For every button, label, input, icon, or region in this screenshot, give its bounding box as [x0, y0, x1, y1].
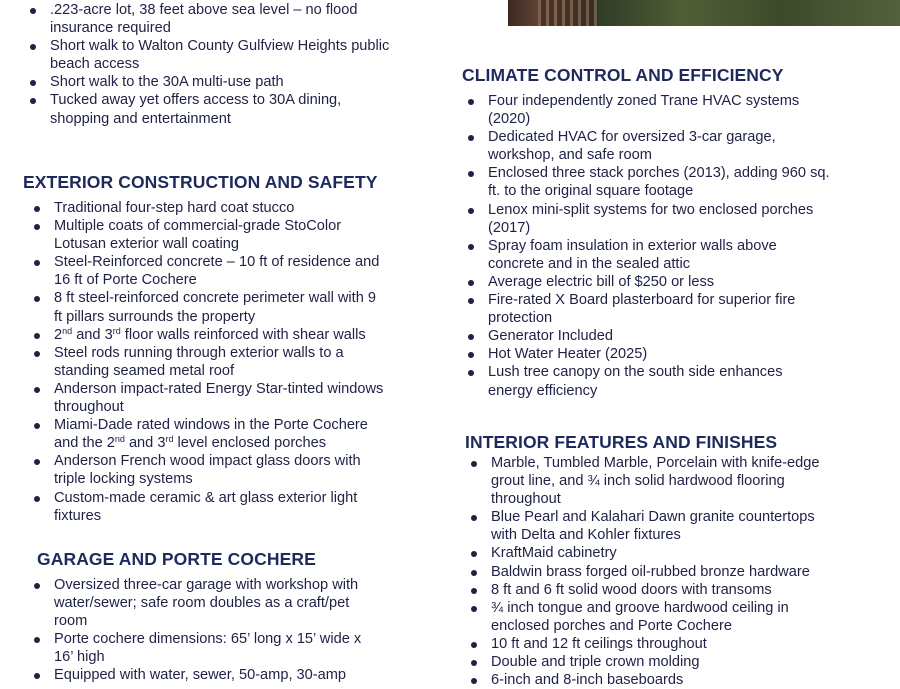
list-item-line: Average electric bill of $250 or less [488, 273, 715, 290]
list-item [32, 253, 383, 289]
list-item-line: (2017) [488, 219, 531, 236]
list-item [32, 666, 361, 684]
list-item [32, 217, 383, 253]
list-item-line: throughout [491, 491, 561, 508]
list-item-line: triple locking systems [54, 471, 193, 488]
climate-section-title: CLIMATE CONTROL AND EFFICIENCY [462, 65, 784, 85]
interior-section-title: INTERIOR FEATURES AND FINISHES [465, 432, 778, 452]
list-item-line: Custom-made ceramic & art glass exterior light [54, 489, 358, 506]
list-item-line: Lotusan exterior wall coating [54, 236, 239, 253]
list-item-line: insurance required [50, 20, 171, 37]
list-item [469, 599, 820, 635]
list-item [28, 73, 389, 91]
list-item-line: Lenox mini-split systems for two enclosed porches [488, 201, 814, 218]
list-item-line: Oversized three-car garage with workshop with [54, 577, 359, 593]
list-item [32, 416, 383, 452]
list-item [466, 164, 830, 200]
list-item [469, 454, 820, 508]
list-item [466, 327, 830, 345]
list-item-line: Steel rods running through exterior walls to a [54, 344, 344, 361]
list-item-line: Multiple coats of commercial-grade StoColor [54, 218, 342, 235]
list-item-line: Four independently zoned Trane HVAC systems [488, 93, 800, 109]
list-item-line: beach access [50, 56, 140, 73]
list-item-line: Short walk to the 30A multi-use path [50, 74, 284, 91]
list-item-line: 2nd and 3rd floor walls reinforced with shear walls [54, 325, 366, 343]
list-item [466, 273, 830, 291]
list-item-line: Anderson French wood impact glass doors with [54, 453, 361, 470]
list-item-line: (2020) [488, 111, 531, 128]
list-item [32, 489, 383, 525]
location-features-list [28, 1, 389, 128]
list-item [466, 363, 830, 399]
list-item-line: with Delta and Kohler fixtures [491, 527, 681, 544]
list-item-line: .223-acre lot, 38 feet above sea level – no flood [50, 2, 358, 18]
list-item [469, 544, 820, 562]
list-item [32, 289, 383, 325]
list-item-line: ¾ inch tongue and groove hardwood ceiling in [491, 599, 789, 616]
list-item-line: workshop, and safe room [488, 147, 652, 164]
list-item-line: grout line, and ¾ inch solid hardwood flooring [491, 473, 785, 490]
list-item [469, 671, 820, 689]
list-item-line: Lush tree canopy on the south side enhances [488, 364, 783, 381]
list-item [469, 508, 820, 544]
list-item-line: water/sewer; safe room doubles as a craft/pet [54, 595, 350, 612]
interior-features-list [469, 454, 820, 689]
list-item-line: Traditional four-step hard coat stucco [54, 200, 295, 216]
list-item [28, 37, 389, 73]
list-item [28, 1, 389, 37]
list-item-line: Fire-rated X Board plasterboard for superior fire [488, 292, 796, 309]
list-item [469, 635, 820, 653]
list-item [32, 344, 383, 380]
list-item-line: shopping and entertainment [50, 110, 231, 127]
list-item-line: Blue Pearl and Kalahari Dawn granite countertops [491, 509, 815, 526]
garage-features-list [32, 576, 361, 685]
exterior-section-title: EXTERIOR CONSTRUCTION AND SAFETY [23, 172, 378, 192]
list-item-line: ft. to the original square footage [488, 183, 694, 200]
list-item-line: throughout [54, 399, 124, 416]
list-item [32, 630, 361, 666]
climate-features-list [466, 92, 830, 400]
list-item [466, 237, 830, 273]
list-item-line: Miami-Dade rated windows in the Porte Cochere [54, 417, 368, 434]
list-item-line: Short walk to Walton County Gulfview Heights public [50, 38, 390, 55]
list-item-line: Hot Water Heater (2025) [488, 346, 648, 363]
list-item-line: Equipped with water, sewer, 50-amp, 30-amp [54, 667, 347, 684]
exterior-features-list [32, 199, 383, 525]
list-item-line: Generator Included [488, 328, 613, 345]
list-item [469, 581, 820, 599]
list-item-line: energy efficiency [488, 382, 598, 399]
list-item-line: Anderson impact-rated Energy Star-tinted windows [54, 380, 384, 397]
list-item [466, 201, 830, 237]
list-item [466, 128, 830, 164]
list-item-line: 8 ft steel-reinforced concrete perimeter wall with 9 [54, 290, 377, 307]
list-item-line: protection [488, 310, 553, 327]
porch-railing-graphic [538, 0, 598, 26]
list-item-line: KraftMaid cabinetry [491, 545, 617, 562]
list-item-line: 16’ high [54, 649, 105, 666]
list-item-line: Dedicated HVAC for oversized 3-car garage, [488, 129, 776, 146]
list-item-line: enclosed porches and Porte Cochere [491, 617, 732, 634]
list-item [469, 563, 820, 581]
list-item-line: and the 2nd and 3rd level enclosed porches [54, 434, 326, 452]
list-item-line: Marble, Tumbled Marble, Porcelain with knife-edge [491, 455, 820, 471]
list-item [32, 326, 383, 344]
list-item [32, 199, 383, 217]
list-item-line: Enclosed three stack porches (2013), adding 960 sq. [488, 165, 830, 182]
list-item [466, 345, 830, 363]
list-item-line: room [54, 613, 88, 630]
list-item [469, 653, 820, 671]
list-item-line: ft pillars surrounds the property [54, 308, 256, 325]
list-item-line: Porte cochere dimensions: 65’ long x 15’ wide x [54, 631, 362, 648]
list-item-line: 8 ft and 6 ft solid wood doors with transoms [491, 581, 772, 598]
list-item-line: Double and triple crown molding [491, 654, 700, 671]
list-item [32, 452, 383, 488]
list-item [32, 380, 383, 416]
list-item [28, 91, 389, 127]
list-item [466, 291, 830, 327]
list-item-line: Steel-Reinforced concrete – 10 ft of residence and [54, 254, 380, 271]
list-item [466, 92, 830, 128]
list-item-line: 6-inch and 8-inch baseboards [491, 672, 684, 689]
list-item-line: fixtures [54, 507, 102, 524]
list-item-line: Spray foam insulation in exterior walls above [488, 237, 777, 254]
list-item-line: 16 ft of Porte Cochere [54, 272, 197, 289]
list-item [32, 576, 361, 630]
list-item-line: Baldwin brass forged oil-rubbed bronze hardware [491, 563, 810, 580]
list-item-line: standing seamed metal roof [54, 362, 235, 379]
list-item-line: 10 ft and 12 ft ceilings throughout [491, 635, 707, 652]
garage-section-title: GARAGE AND PORTE COCHERE [37, 549, 316, 569]
property-photo [508, 0, 900, 26]
list-item-line: concrete and in the sealed attic [488, 255, 691, 272]
list-item-line: Tucked away yet offers access to 30A dining, [50, 92, 342, 109]
